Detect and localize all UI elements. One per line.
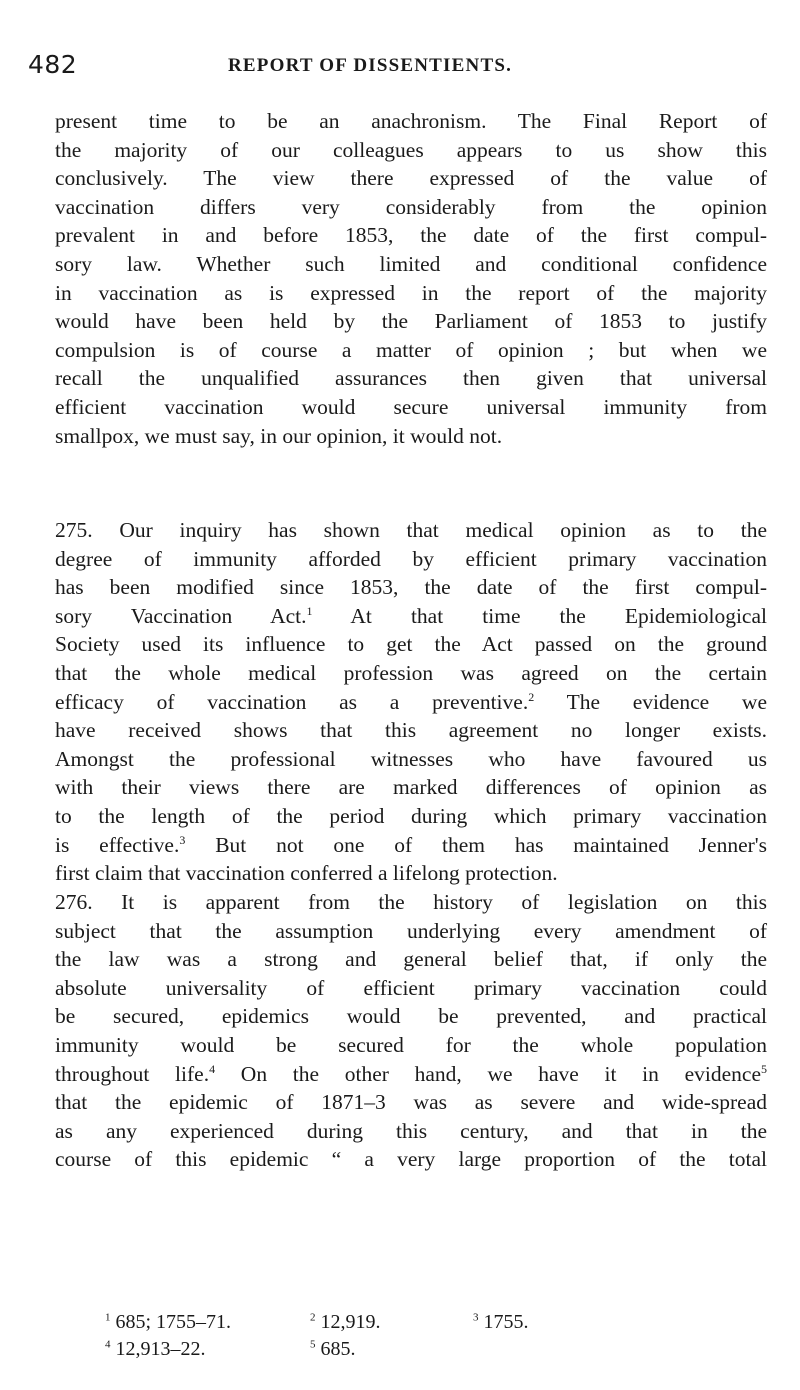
text-line: 276. It is apparent from the history of legislation on this bbox=[55, 890, 767, 914]
footnote-text: 12,919. bbox=[320, 1311, 381, 1333]
running-head: REPORT OF DISSENTIENTS. bbox=[228, 55, 513, 76]
paragraph-text bbox=[55, 107, 767, 450]
footnote-text: 12,913–22. bbox=[115, 1338, 206, 1360]
footnote-row bbox=[105, 1336, 705, 1363]
line-segment: At that time the Epidemiological bbox=[312, 603, 767, 628]
text-line: Society used its influence to get the Act passed on the ground bbox=[55, 632, 767, 657]
text-line: sory law. Whether such limited and conditional confidence bbox=[55, 251, 767, 276]
footnote-mark: 1 bbox=[105, 1311, 111, 1324]
text-line: in vaccination as is expressed in the report of the majority bbox=[55, 280, 767, 305]
footnote-ref[interactable]: 4 bbox=[209, 1061, 216, 1076]
footnote-text: 685. bbox=[320, 1338, 356, 1360]
text-line: recall the unqualified assurances then given that universal bbox=[55, 366, 767, 391]
text-line: efficient vaccination would secure universal immunity from bbox=[55, 394, 767, 419]
text-line bbox=[55, 831, 767, 860]
footnote-3 bbox=[473, 1309, 529, 1336]
text-line: compulsion is of course a matter of opinion ; but when we bbox=[55, 337, 767, 362]
text-line: have received shows that this agreement no longer exists. bbox=[55, 718, 767, 743]
footnote-row bbox=[105, 1309, 705, 1336]
text-line: 275. Our inquiry has shown that medical opinion as to the bbox=[55, 518, 767, 542]
text-line: would have been held by the Parliament of 1853 to justify bbox=[55, 309, 767, 334]
text-line: has been modified since 1853, the date of the first compul- bbox=[55, 575, 767, 600]
text-line: be secured, epidemics would be prevented, and practical bbox=[55, 1004, 767, 1029]
text-line: course of this epidemic “ a very large proportion of the total bbox=[55, 1147, 767, 1172]
footnote-mark: 3 bbox=[473, 1311, 479, 1324]
footnote-4 bbox=[105, 1336, 206, 1363]
text-line: Amongst the professional witnesses who have favoured us bbox=[55, 746, 767, 771]
line-segment: sory Vaccination Act. bbox=[55, 603, 307, 628]
line-segment: On the other hand, we have it in evidence bbox=[215, 1061, 761, 1086]
paragraph-text bbox=[55, 516, 767, 888]
text-line: as any experienced during this century, and that in the bbox=[55, 1118, 767, 1143]
text-line: that the whole medical profession was agreed on the certain bbox=[55, 660, 767, 685]
footnote-mark: 5 bbox=[310, 1338, 316, 1351]
text-line: subject that the assumption underlying every amendment of bbox=[55, 918, 767, 943]
text-line: absolute universality of efficient primary vaccination could bbox=[55, 975, 767, 1000]
text-line: first claim that vaccination conferred a lifelong protection. bbox=[55, 861, 558, 886]
text-line: smallpox, we must say, in our opinion, it would not. bbox=[55, 423, 503, 448]
footnote-2 bbox=[310, 1309, 381, 1336]
text-line bbox=[55, 602, 767, 631]
paragraph-text bbox=[55, 888, 767, 1174]
footnote-5 bbox=[310, 1336, 356, 1363]
page-number: 482 bbox=[28, 50, 78, 79]
footnote-ref[interactable]: 5 bbox=[761, 1061, 767, 1076]
footnotes bbox=[105, 1309, 705, 1363]
page-header bbox=[28, 50, 768, 86]
text-line bbox=[55, 1060, 767, 1089]
footnote-text: 1755. bbox=[483, 1311, 529, 1333]
footnote-mark: 4 bbox=[105, 1338, 111, 1351]
footnote-1 bbox=[105, 1309, 231, 1336]
text-line: vaccination differs very considerably from the opinion bbox=[55, 194, 767, 219]
footnote-mark: 2 bbox=[310, 1311, 316, 1324]
footnote-ref[interactable]: 3 bbox=[179, 832, 186, 847]
text-line: the law was a strong and general belief that, if only the bbox=[55, 947, 767, 972]
text-line: degree of immunity afforded by efficient primary vaccination bbox=[55, 546, 767, 571]
text-line: conclusively. The view there expressed of the value of bbox=[55, 166, 767, 191]
text-line: present time to be an anachronism. The Final Report of bbox=[55, 109, 767, 133]
text-line: with their views there are marked differences of opinion as bbox=[55, 775, 767, 800]
footnote-text: 685; 1755–71. bbox=[115, 1311, 232, 1333]
text-line bbox=[55, 688, 767, 717]
paragraph-275 bbox=[55, 516, 767, 888]
line-segment: efficacy of vaccination as a preventive. bbox=[55, 689, 529, 714]
footnote-ref[interactable]: 1 bbox=[306, 603, 313, 618]
text-line: the majority of our colleagues appears to us show this bbox=[55, 137, 767, 162]
text-line: immunity would be secured for the whole population bbox=[55, 1032, 767, 1057]
line-segment: But not one of them has maintained Jenner's bbox=[185, 832, 768, 857]
line-segment: The evidence we bbox=[534, 689, 767, 714]
text-line: that the epidemic of 1871–3 was as severe and wide-spread bbox=[55, 1090, 767, 1115]
line-segment: throughout life. bbox=[55, 1061, 210, 1086]
text-line: to the length of the period during which primary vaccination bbox=[55, 803, 767, 828]
text-line: prevalent in and before 1853, the date of the first compul- bbox=[55, 223, 767, 248]
line-segment: is effective. bbox=[55, 832, 180, 857]
paragraph-continuation bbox=[55, 107, 767, 450]
footnote-ref[interactable]: 2 bbox=[528, 689, 535, 704]
paragraph-276 bbox=[55, 888, 767, 1174]
